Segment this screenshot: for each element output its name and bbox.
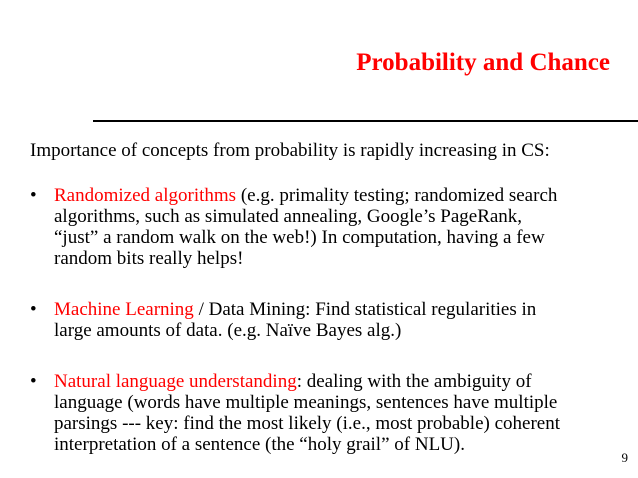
bullet-line: random bits really helps! <box>54 248 244 269</box>
bullet-line: / Data Mining: Find statistical regularities in <box>193 299 537 320</box>
bullet-highlight: Natural language understanding <box>54 371 297 392</box>
bullet-line: parsings --- key: find the most likely (i.e., most probable) coherent <box>54 413 561 434</box>
bullet-text <box>54 185 638 269</box>
bullet-line: large amounts of data. (e.g. Naïve Bayes alg.) <box>54 320 402 341</box>
title-underline <box>93 120 638 122</box>
bullet-line: “just” a random walk on the web!) In computation, having a few <box>54 227 545 248</box>
intro-text: Importance of concepts from probability is rapidly increasing in CS: <box>30 140 550 161</box>
bullet-highlight: Randomized algorithms <box>54 185 237 206</box>
bullet-natural-language <box>30 371 638 455</box>
bullet-machine-learning <box>30 299 638 341</box>
bullet-line: : dealing with the ambiguity of <box>296 371 532 392</box>
bullet-text <box>54 299 638 341</box>
slide-title: Probability and Chance <box>356 49 610 76</box>
page-number: 9 <box>621 450 628 465</box>
bullet-line: (e.g. primality testing; randomized search <box>236 185 558 206</box>
bullet-highlight: Machine Learning <box>54 299 194 320</box>
bullet-dot: • <box>30 371 37 392</box>
bullet-text <box>54 371 638 455</box>
bullet-randomized-algorithms <box>30 185 638 269</box>
bullet-line: algorithms, such as simulated annealing, Google’s PageRank, <box>54 206 523 227</box>
bullet-line: language (words have multiple meanings, sentences have multiple <box>54 392 558 413</box>
bullet-dot: • <box>30 185 37 206</box>
bullet-line: interpretation of a sentence (the “holy grail” of NLU). <box>54 434 465 455</box>
bullet-dot: • <box>30 299 37 320</box>
